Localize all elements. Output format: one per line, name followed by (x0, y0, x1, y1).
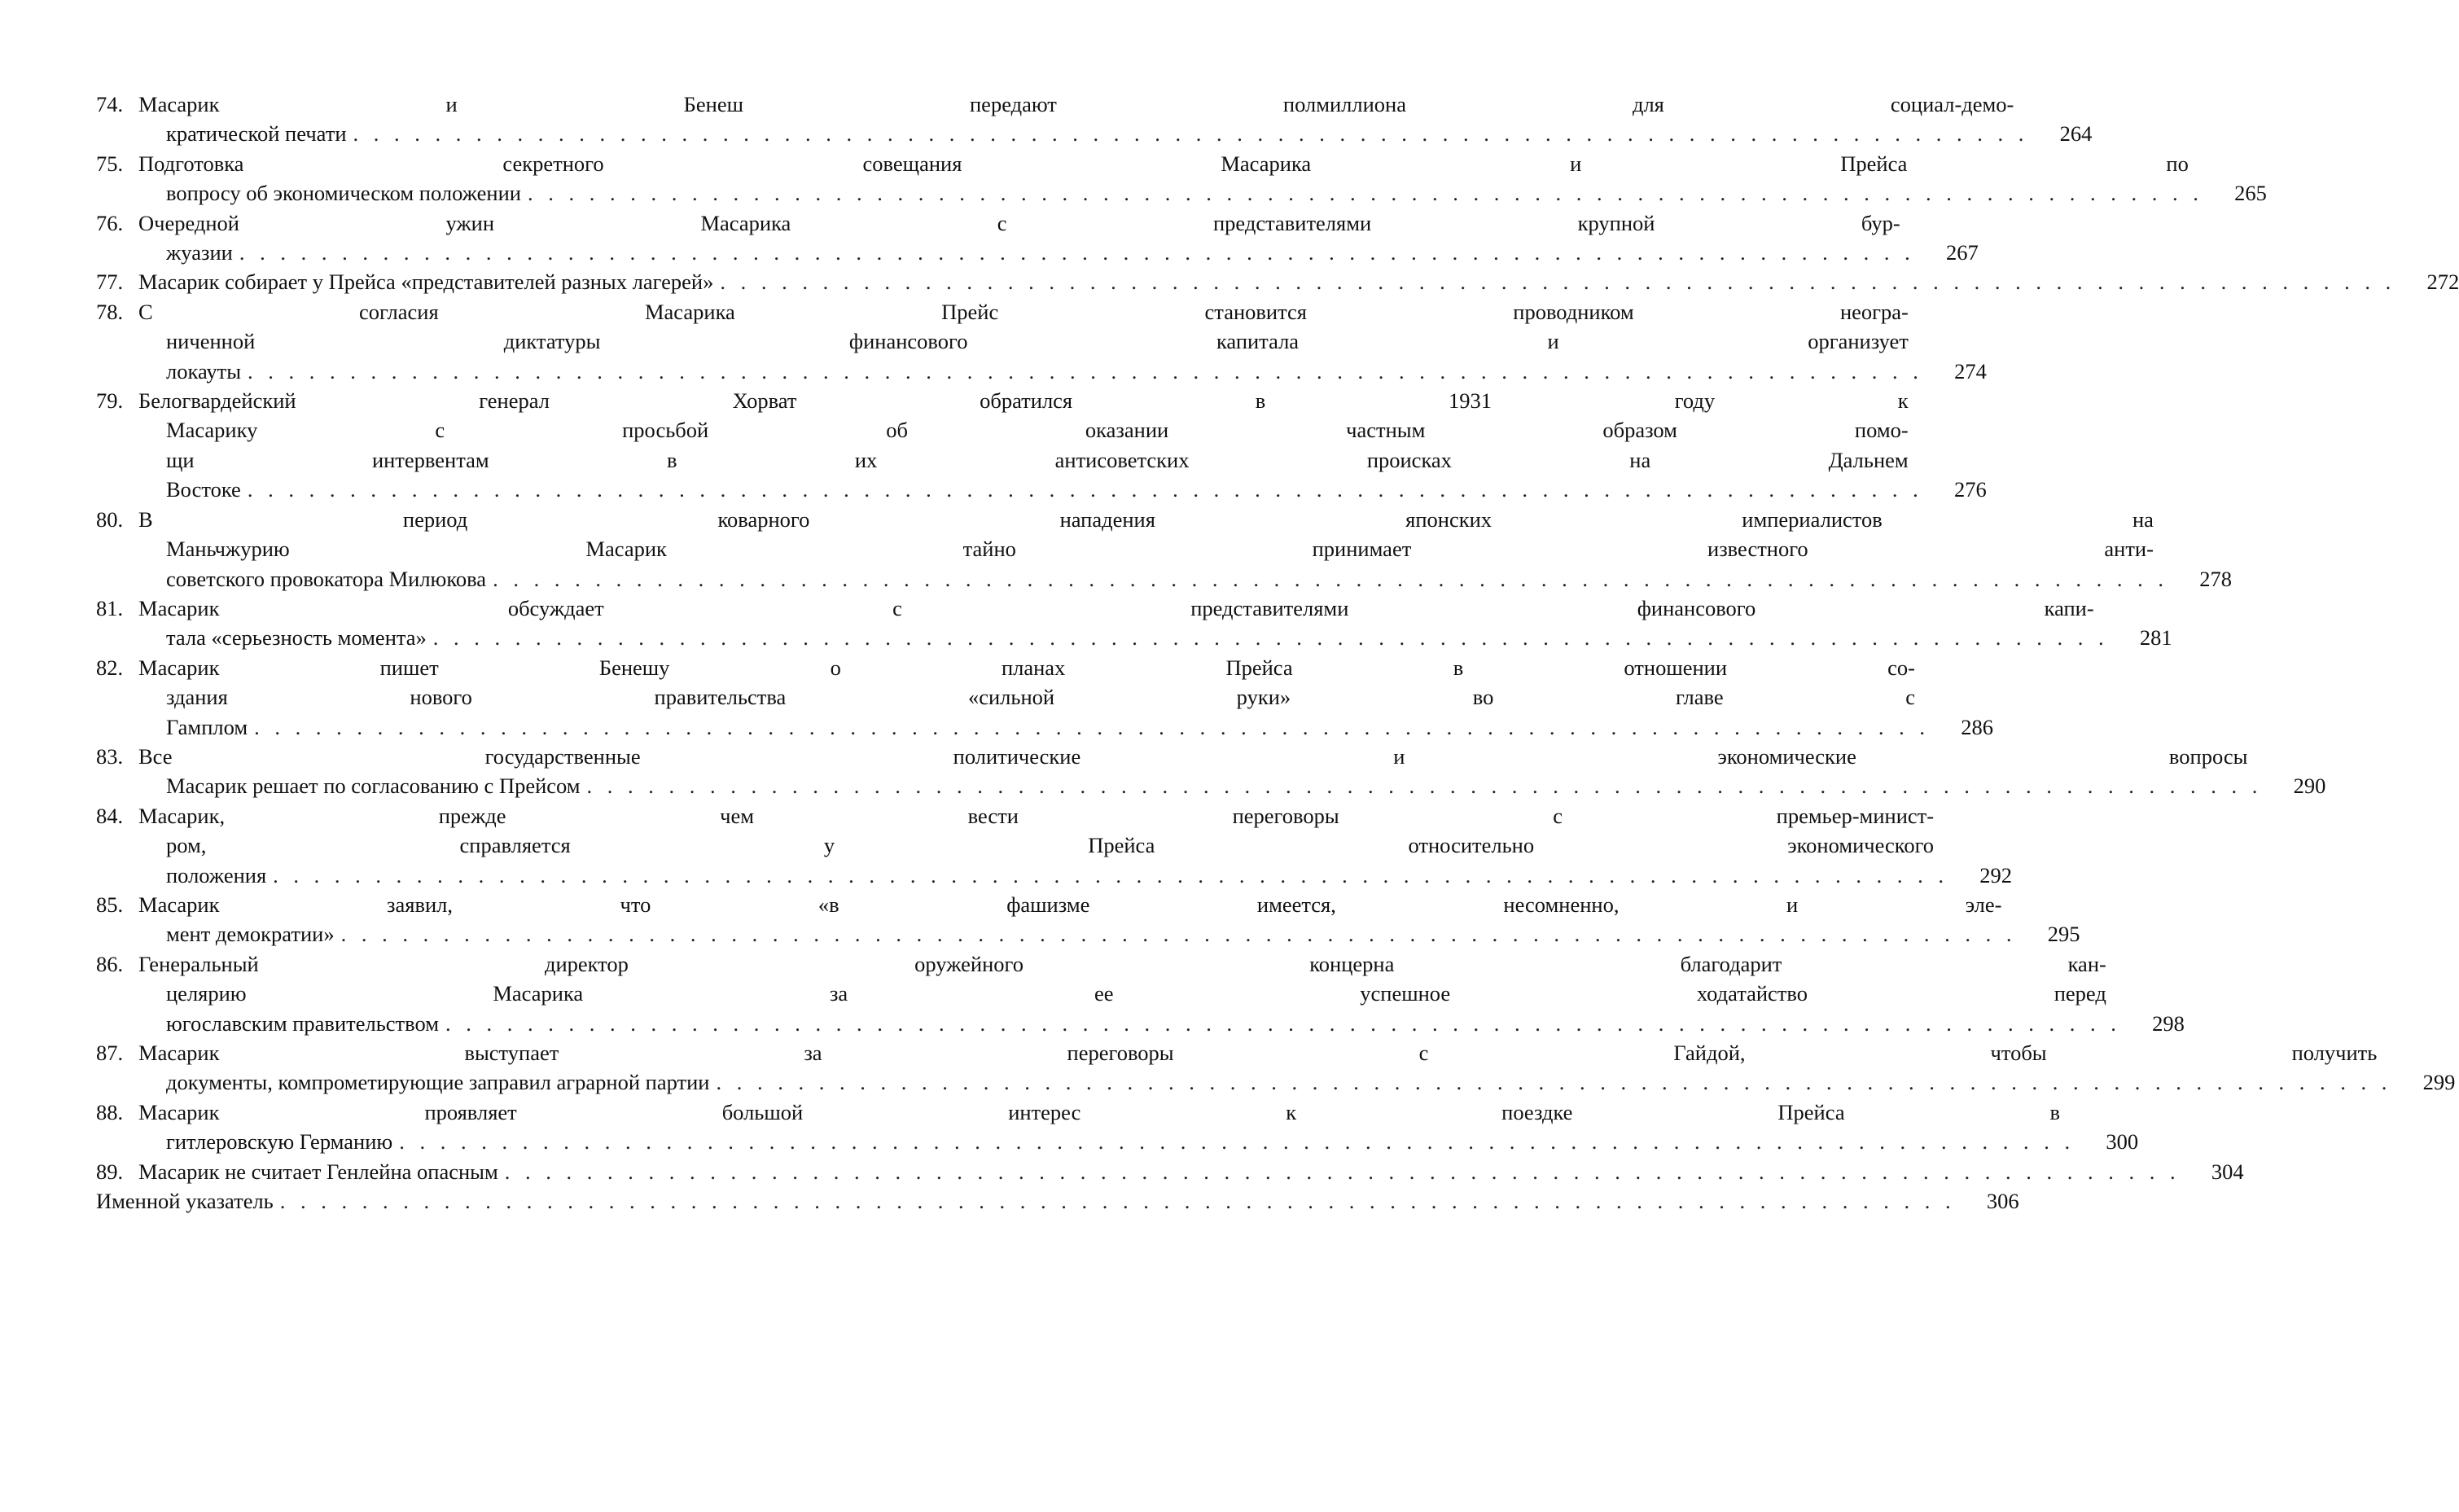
toc-entry-number: 82. (96, 655, 124, 680)
toc-entry-last-line (138, 564, 2232, 594)
toc-entry-last-line (138, 623, 2172, 652)
toc-entry-body (138, 594, 2172, 653)
toc-entry-title-end: Гамплом (166, 714, 248, 739)
dot-leader (341, 919, 2017, 949)
toc-entry-last-line (138, 178, 2267, 208)
toc-entry-number: 80. (96, 506, 124, 532)
toc-entry (96, 1098, 2139, 1157)
toc-page-number: 272 (2426, 270, 2459, 295)
toc-entry-number: 84. (96, 803, 124, 828)
toc-entry-last-line (138, 1067, 2455, 1097)
toc-entry-title-end: югославским правительством (166, 1010, 439, 1036)
toc-entry-line: щи интервентам в их антисоветских происках на Дальнем (166, 447, 1909, 472)
toc-entry-number: 77. (96, 270, 124, 295)
toc-entry (96, 653, 1993, 742)
table-of-contents (96, 90, 2459, 1216)
dot-leader (445, 1009, 2121, 1038)
toc-entry-title-end: Масарик решает по согласованию с Прейсом (166, 774, 581, 799)
toc-entry-line: Масарик проявляет большой интерес к поездке Прейса в (138, 1099, 2061, 1124)
toc-entry-number: 85. (96, 892, 124, 917)
toc-entry-line: Масарик заявил, что «в фашизме имеется, несомненно, и эле- (138, 892, 2002, 917)
toc-entry-number: 76. (96, 210, 124, 235)
toc-entry (96, 1038, 2456, 1098)
toc-entry-last-line (138, 712, 1993, 742)
toc-page-number: 298 (2152, 1010, 2185, 1036)
toc-entry (96, 594, 2172, 653)
dot-leader (353, 119, 2029, 148)
toc-entry-number: 79. (96, 388, 124, 414)
toc-page-number: 264 (2059, 121, 2093, 147)
toc-entry-number: 86. (96, 951, 124, 976)
toc-entry-number: 88. (96, 1099, 124, 1124)
toc-page-number: 290 (2293, 774, 2326, 799)
toc-entry-title-end: документы, компрометирующие заправил аграрной партии (166, 1070, 710, 1095)
toc-entry-body (138, 653, 1993, 742)
toc-page-number: 295 (2047, 922, 2080, 947)
toc-page-number: 278 (2199, 566, 2232, 591)
toc-entry-title-end: Масарик не считает Генлейна опасным (138, 1159, 498, 1184)
toc-page-number: 299 (2422, 1070, 2456, 1095)
dot-leader (273, 861, 1948, 890)
toc-entry (96, 267, 2459, 296)
toc-entry-title-end: жуазии (166, 240, 233, 265)
toc-entry (96, 149, 2267, 208)
toc-entry-line: здания нового правительства «сильной руки» во главе с (166, 685, 1915, 710)
dot-leader (720, 267, 2395, 296)
toc-entry (96, 90, 2093, 149)
toc-entry-line: целярию Масарика за ее успешное ходатайство перед (166, 981, 2106, 1006)
toc-entry-body (138, 505, 2232, 594)
index-label: Именной указатель (96, 1189, 274, 1214)
toc-entry-line: Масарику с просьбой об оказании частным образом помо- (166, 418, 1909, 443)
toc-entry (96, 949, 2185, 1038)
dot-leader (248, 357, 1923, 386)
toc-entry-body (138, 949, 2185, 1038)
toc-entry-line: ниченной диктатуры финансового капитала и организует (166, 329, 1909, 354)
toc-entry-line: Масарик и Бенеш передают полмиллиона для социал-демо- (138, 92, 2014, 116)
toc-page-number: 304 (2211, 1159, 2244, 1184)
toc-page-number: 286 (1961, 714, 1993, 739)
toc-entry-line: Масарик пишет Бенешу о планах Прейса в отношении со- (138, 655, 1915, 680)
toc-page-number: 274 (1954, 358, 1987, 383)
toc-entry-body (138, 1157, 2244, 1186)
toc-entry (96, 297, 1987, 386)
dot-leader (248, 475, 1923, 504)
toc-entry-title-end: Востоке (166, 477, 241, 502)
toc-entry-last-line (138, 1157, 2244, 1186)
toc-entry-body (138, 297, 1987, 386)
toc-entry-body (138, 149, 2267, 208)
toc-entry-number: 83. (96, 743, 124, 769)
toc-entry-line: Очередной ужин Масарика с представителями крупной бур- (138, 210, 1900, 235)
dot-leader (528, 178, 2203, 208)
toc-entry (96, 742, 2326, 801)
toc-entry-body (138, 890, 2080, 949)
dot-leader (280, 1186, 1956, 1216)
dot-leader (433, 623, 2109, 652)
toc-entry-line: ром, справляется у Прейса относительно экономического (166, 833, 1935, 858)
toc-entry-number: 87. (96, 1041, 124, 1065)
toc-entry-line: С согласия Масарика Прейс становится проводником неогра- (138, 299, 1909, 324)
toc-entry-body (96, 1186, 2019, 1216)
toc-entry-body (138, 801, 2012, 890)
toc-entry-body (138, 1098, 2138, 1157)
toc-entry-body (138, 208, 1979, 268)
toc-entry-last-line (138, 1009, 2185, 1038)
toc-entry-title-end: локауты (166, 358, 241, 383)
dot-leader (239, 238, 1915, 267)
toc-entry-line: Масарик выступает за переговоры с Гайдой, чтобы получить (138, 1041, 2378, 1065)
dot-leader (493, 564, 2168, 594)
toc-entry-title-end: советского провокатора Милюкова (166, 566, 487, 591)
toc-entry-line: Маньчжурию Масарик тайно принимает известного анти- (166, 537, 2154, 562)
toc-entry-number: 89. (96, 1159, 124, 1184)
toc-entry-last-line (138, 267, 2459, 296)
toc-entry (96, 208, 1979, 268)
toc-entry-title-end: Масарик собирает у Прейса «представителей разных лагерей» (138, 270, 714, 295)
dot-leader (254, 712, 1930, 742)
toc-entry-last-line (138, 771, 2325, 800)
toc-page-number: 276 (1953, 477, 1987, 502)
toc-entry-title-end: положения (166, 862, 267, 887)
toc-entry-line: Масарик, прежде чем вести переговоры с премьер-минист- (138, 803, 1935, 828)
dot-leader (399, 1127, 2075, 1156)
toc-entry-title-end: гитлеровскую Германию (166, 1129, 393, 1155)
toc-entry-number: 81. (96, 595, 124, 620)
toc-entry (96, 801, 2013, 890)
toc-entry-line: Масарик обсуждает с представителями финансового капи- (138, 595, 2094, 620)
toc-entry (96, 505, 2232, 594)
toc-entry-line: Белогвардейский генерал Хорват обратился в 1931 году к (138, 388, 1909, 414)
toc-entry-title-end: тала «серьезность момента» (166, 625, 427, 651)
toc-entry-last-line (138, 475, 1987, 504)
toc-entry (96, 386, 1987, 505)
toc-entry-last-line (138, 1127, 2138, 1156)
toc-entry-last-line (96, 1186, 2019, 1216)
toc-page-number: 281 (2139, 625, 2172, 651)
dot-leader (716, 1067, 2391, 1097)
toc-entry (96, 890, 2080, 949)
toc-entry-number: 75. (96, 151, 124, 176)
toc-entry-body (138, 386, 1987, 505)
toc-page-number: 300 (2106, 1129, 2139, 1155)
toc-page-number: 306 (1986, 1189, 2019, 1214)
toc-entry-title-end: мент демократии» (166, 922, 335, 947)
toc-entry-last-line (138, 861, 2012, 890)
toc-entry (96, 1157, 2244, 1186)
toc-entry-line: В период коварного нападения японских империалистов на (138, 506, 2154, 532)
toc-entry-body (138, 1038, 2455, 1098)
toc-page-number: 267 (1945, 240, 1979, 265)
toc-entry-line: Подготовка секретного совещания Масарика и Прейса по (138, 151, 2189, 176)
toc-entry-title-end: кратической печати (166, 121, 347, 147)
toc-page-number: 292 (1979, 862, 2013, 887)
toc-entry-last-line (138, 357, 1987, 386)
dot-leader (587, 771, 2263, 800)
toc-entry-body (138, 267, 2459, 296)
toc-entry-index (96, 1186, 2019, 1216)
toc-entry-line: Все государственные политические и экономические вопросы (138, 743, 2248, 769)
toc-page-number: 265 (2234, 181, 2267, 206)
toc-entry-title-end: вопросу об экономическом положении (166, 181, 521, 206)
toc-entry-last-line (138, 119, 2092, 148)
toc-entry-number: 74. (96, 92, 124, 116)
toc-entry-body (138, 742, 2325, 801)
toc-entry-line: Генеральный директор оружейного концерна благодарит кан- (138, 951, 2106, 976)
toc-entry-last-line (138, 919, 2080, 949)
toc-entry-last-line (138, 238, 1979, 267)
toc-entry-body (138, 90, 2092, 149)
toc-entry-number: 78. (96, 299, 124, 324)
dot-leader (505, 1157, 2181, 1186)
